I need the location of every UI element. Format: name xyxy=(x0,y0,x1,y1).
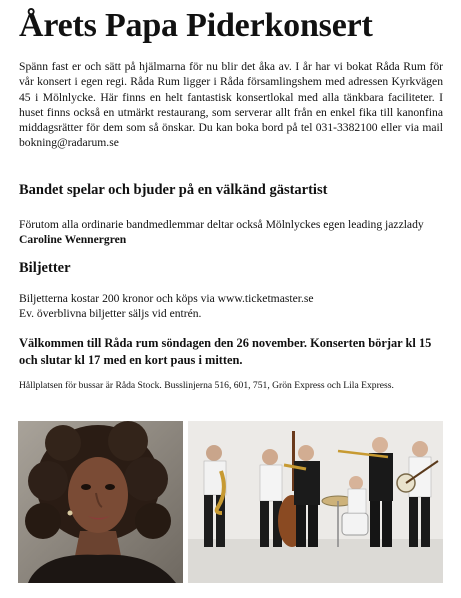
tickets-paragraph xyxy=(19,291,443,322)
welcome-paragraph: Välkommen till Råda rum söndagen den 26 november. Konserten börjar kl 15 och slutar kl 17 med en kort paus i mitten. xyxy=(19,336,432,367)
guest-heading: Bandet spelar och bjuder på en välkänd gästartist xyxy=(19,182,328,198)
page-title: Årets Papa Piderkonsert xyxy=(19,7,373,44)
tickets-line-2: Ev. överblivna biljetter säljs vid entrén. xyxy=(19,307,202,321)
band-photo-illustration xyxy=(188,421,443,583)
singer-photo-illustration xyxy=(18,421,183,583)
guest-paragraph xyxy=(19,217,443,248)
intro-paragraph: Spänn fast er och sätt på hjälmarna för nu blir det åka av. I år har vi bokat Råda Rum för vår konsert i egen regi. Råda Rum ligger i Råda församlingshem med adressen Kyrkvägen 45 i Mölnlycke. Här finns en helt fantastisk konsertlokal med alla tänkbara faciliteter. I huset finns också en utmärkt restaurang, som serverar allt från en enkel fika till kanonfina middagsrätter för dem som så önskar. Du kan boka bord på tel 031-3382100 eller via mail bokning@radarum.se xyxy=(19,60,443,150)
band-photo xyxy=(188,421,443,583)
singer-photo xyxy=(18,421,183,583)
tickets-line-1: Biljetterna kostar 200 kronor och köps via www.ticketmaster.se xyxy=(19,292,314,305)
tickets-heading: Biljetter xyxy=(19,260,71,276)
transport-paragraph: Hållplatsen för bussar är Råda Stock. Busslinjerna 516, 601, 751, Grön Express och Lila Express. xyxy=(19,380,394,391)
guest-text: Förutom alla ordinarie bandmedlemmar deltar också Mölnlyckes egen leading jazzlady xyxy=(19,218,424,231)
guest-name: Caroline Wennergren xyxy=(19,233,127,247)
